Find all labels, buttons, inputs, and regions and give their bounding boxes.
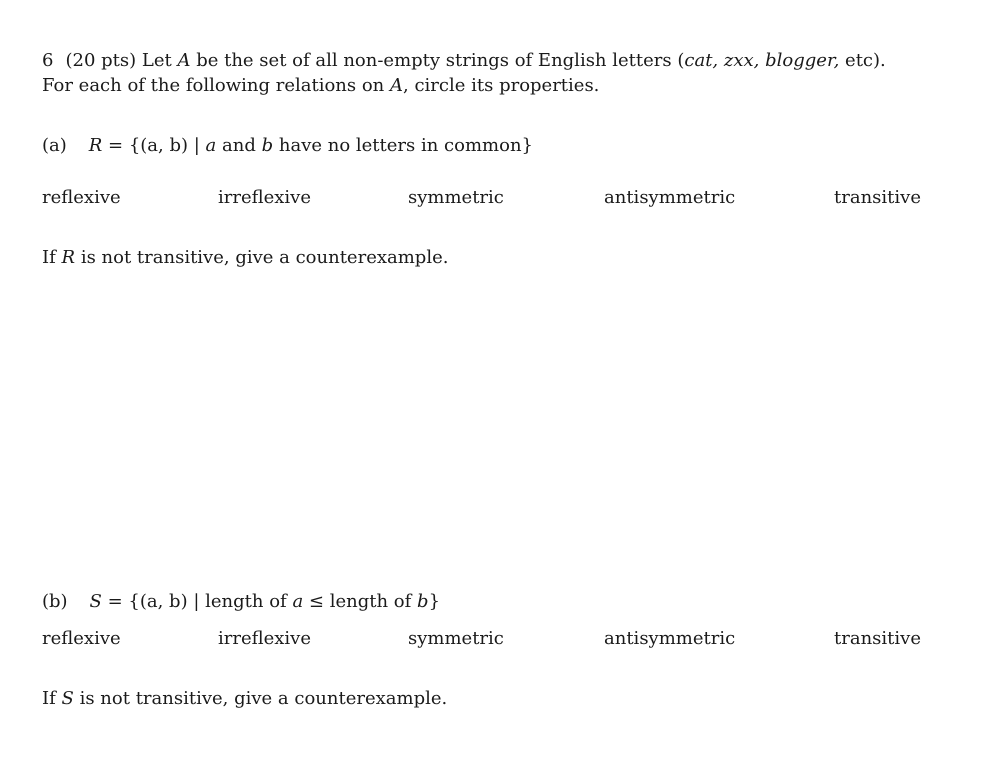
property-irreflexive[interactable]: irreflexive — [218, 187, 312, 208]
followup-text: is not transitive, give a counterexample. — [79, 688, 448, 709]
property-reflexive[interactable]: reflexive — [42, 187, 121, 208]
followup-text: If — [42, 247, 56, 268]
intro-text: Let — [141, 50, 172, 71]
set-close: } — [428, 591, 441, 612]
variable: a — [292, 591, 304, 612]
relation-symbol: S — [89, 591, 102, 612]
example-string: cat, — [684, 50, 719, 71]
relation-text: have no letters in common} — [278, 135, 533, 156]
property-irreflexive[interactable]: irreflexive — [218, 628, 312, 649]
property-symmetric[interactable]: symmetric — [408, 187, 504, 208]
intro-text: etc). — [845, 50, 886, 71]
part-b-followup — [42, 688, 447, 710]
set-builder: {(a, b) | — [128, 135, 200, 156]
instruction-text: For each of the following relations on — [42, 75, 385, 96]
leq-sign: ≤ — [308, 591, 324, 612]
part-a-followup — [42, 247, 448, 269]
intro-text: be the set of all non-empty strings of English letters ( — [196, 50, 685, 71]
problem-line-1 — [42, 50, 886, 72]
part-label: (a) — [42, 135, 67, 156]
equals-sign: = — [107, 591, 123, 612]
followup-text: If — [42, 688, 56, 709]
property-antisymmetric[interactable]: antisymmetric — [604, 187, 736, 208]
relation-text: and — [222, 135, 256, 156]
instruction-text: , circle its properties. — [403, 75, 600, 96]
property-reflexive[interactable]: reflexive — [42, 628, 121, 649]
set-symbol: A — [177, 50, 191, 71]
example-string: zxx, — [723, 50, 760, 71]
variable: b — [261, 135, 274, 156]
equals-sign: = — [108, 135, 124, 156]
property-transitive[interactable]: transitive — [834, 187, 921, 208]
property-antisymmetric[interactable]: antisymmetric — [604, 628, 736, 649]
relation-text: length of — [329, 591, 412, 612]
relation-symbol: R — [88, 135, 103, 156]
problem-line-2 — [42, 75, 599, 97]
property-symmetric[interactable]: symmetric — [408, 628, 504, 649]
problem-number: 6 — [42, 50, 54, 71]
set-builder: {(a, b) | — [128, 591, 200, 612]
example-string: blogger, — [765, 50, 840, 71]
property-transitive[interactable]: transitive — [834, 628, 921, 649]
part-b-definition — [42, 591, 440, 613]
problem-points: (20 pts) — [65, 50, 137, 71]
set-symbol: A — [390, 75, 404, 96]
part-label: (b) — [42, 591, 68, 612]
variable: b — [417, 591, 429, 612]
relation-symbol: S — [61, 688, 74, 709]
followup-text: is not transitive, give a counterexample. — [80, 247, 449, 268]
relation-text: length of — [205, 591, 287, 612]
part-a-definition — [42, 135, 533, 157]
relation-symbol: R — [61, 247, 76, 268]
variable: a — [205, 135, 217, 156]
